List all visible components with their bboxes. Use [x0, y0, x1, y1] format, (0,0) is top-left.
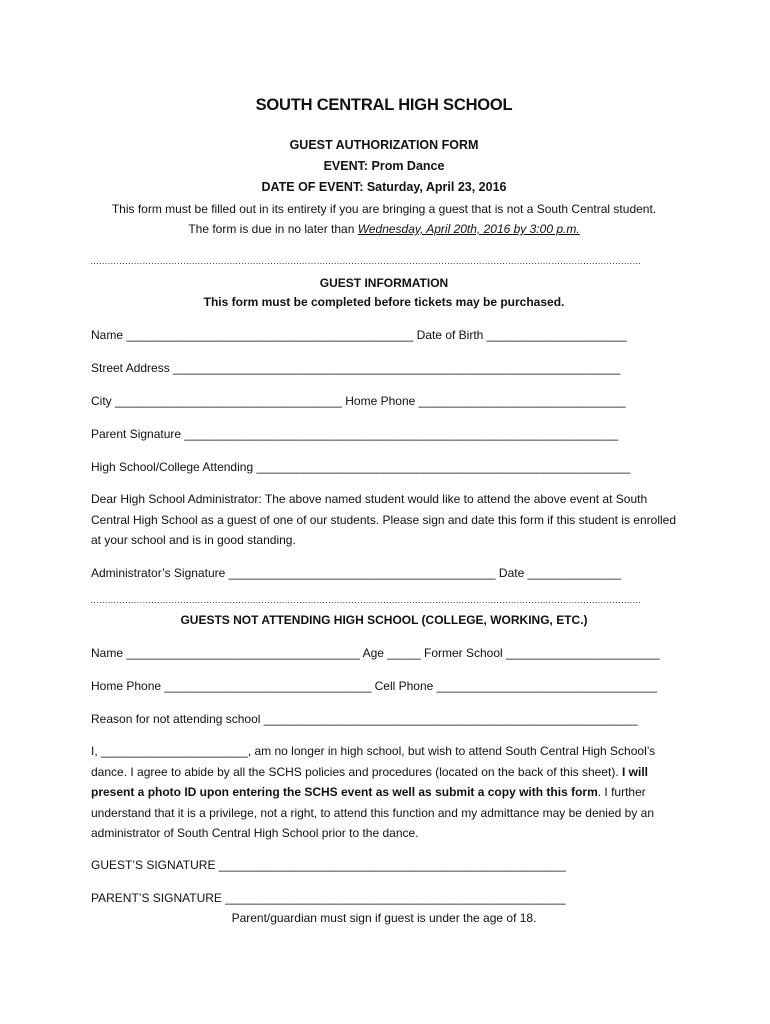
instruction-text: This form must be filled out in its entirety if you are bringing a guest that is not a South Central student.: [111, 202, 657, 216]
administrator-paragraph: Dear High School Administrator: The above named student would like to attend the above event at South Central High School as a guest of one of our students. Please sign and date this form if this student is enrolled at your school and is in good standing.: [91, 492, 677, 547]
agreement-part1: I, ______________________, am no longer in high school, but wish to attend South Central High School’s dance. I agree to abide by all the SCHS policies and procedures (located on the back of this sheet).: [91, 744, 656, 779]
not-attending-heading: GUESTS NOT ATTENDING HIGH SCHOOL (COLLEGE, WORKING, ETC.): [180, 613, 588, 627]
street-address-field[interactable]: Street Address ___________________________________________________________________: [91, 361, 621, 375]
parent-signature-field-2[interactable]: PARENT’S SIGNATURE ___________________________________________________: [91, 891, 566, 905]
name-age-school-field[interactable]: Name ___________________________________ Age _____ Former School _______________________: [91, 646, 660, 660]
guest-signature-field[interactable]: GUEST’S SIGNATURE ____________________________________________________: [91, 858, 566, 872]
name-dob-field[interactable]: Name ___________________________________________ Date of Birth _____________________: [91, 328, 627, 342]
event-date: DATE OF EVENT: Saturday, April 23, 2016: [261, 180, 507, 194]
separator-dotted-2: ……………………………………………………………………………………………………………………………………………………………………….: [90, 595, 641, 605]
city-phone-field[interactable]: City __________________________________ Home Phone _______________________________: [91, 394, 626, 408]
administrator-signature-field[interactable]: Administrator’s Signature ________________________________________ Date ______________: [91, 566, 622, 580]
due-prefix: The form is due in no later than: [188, 222, 358, 236]
reason-field[interactable]: Reason for not attending school ________________________________________________________: [91, 712, 638, 726]
separator-dotted: ……………………………………………………………………………………………………………………………………………………………………….: [90, 256, 641, 266]
agreement-part2: . I further understand that it is a privilege, not a right, to attend this function and my admittance may be denied by an administrator of South Central High School prior to the dance.: [91, 785, 655, 840]
guest-info-subheading: This form must be completed before tickets may be purchased.: [203, 295, 565, 309]
agreement-bold: I will present a photo ID upon entering the SCHS event as well as submit a copy with this form: [91, 764, 648, 799]
parent-signature-field[interactable]: Parent Signature _________________________________________________________________: [91, 427, 619, 441]
event-name: EVENT: Prom Dance: [323, 159, 445, 173]
agreement-paragraph: [91, 741, 681, 844]
school-attending-field[interactable]: High School/College Attending ________________________________________________________: [91, 460, 631, 474]
parent-note: Parent/guardian must sign if guest is under the age of 18.: [231, 911, 537, 925]
home-cell-phone-field[interactable]: Home Phone _______________________________ Cell Phone _________________________________: [91, 679, 657, 693]
due-date-text: [90, 222, 678, 236]
due-date: Wednesday, April 20th, 2016 by 3:00 p.m.: [357, 222, 580, 236]
guest-info-heading: GUEST INFORMATION: [319, 276, 449, 290]
form-title: GUEST AUTHORIZATION FORM: [289, 138, 479, 152]
school-title: SOUTH CENTRAL HIGH SCHOOL: [255, 96, 513, 114]
